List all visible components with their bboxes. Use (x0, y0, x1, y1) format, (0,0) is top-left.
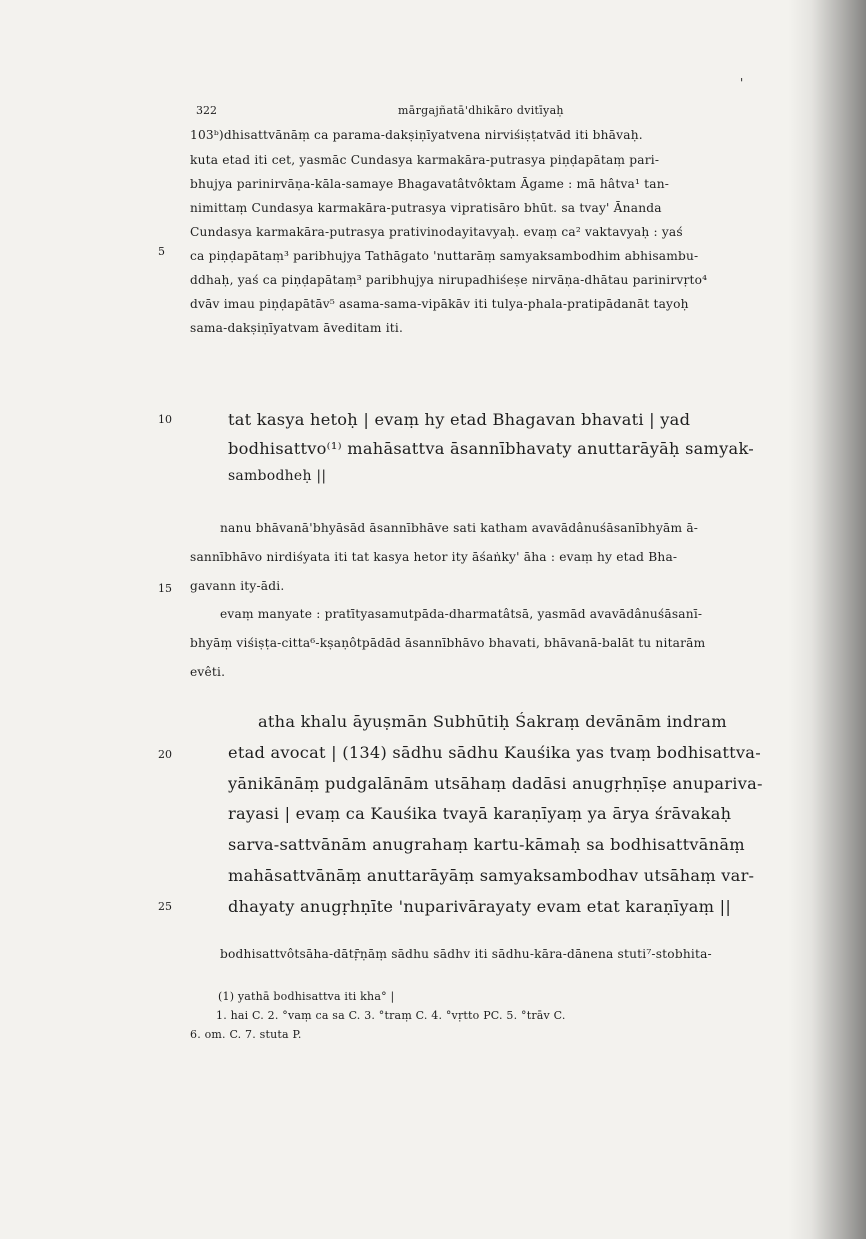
footnote-line: 6. om. C. 7. stuta P. (190, 1028, 302, 1041)
footnote-line: (1) yathā bodhisattva iti kha° | (218, 990, 395, 1003)
text-line: mahāsattvānāṃ anuttarāyāṃ samyaksambodhav utsāhaṃ var- (228, 866, 755, 885)
text-line: ddhaḥ, yaś ca piṇḍapātaṃ³ paribhujya nirupadhiśeṣe nirvāṇa-dhātau parinirvṛto⁴ (190, 273, 708, 287)
text-line: yānikānāṃ pudgalānām utsāhaṃ dadāsi anugṛhṇīṣe anupariva- (228, 774, 763, 793)
line-number-10: 10 (158, 413, 172, 426)
line-number-20: 20 (158, 748, 172, 761)
text-line: rayasi | evaṃ ca Kauśika tvayā karaṇīyaṃ ya ārya śrāvakaḥ (228, 804, 732, 823)
text-line: ca piṇḍapātaṃ³ paribhujya Tathāgato 'nuttarāṃ samyaksambodhim abhisambu- (190, 249, 699, 263)
margin-mark: ' (740, 76, 744, 90)
text-line: dhayaty anugṛhṇīte 'nuparivārayaty evam etat karaṇīyaṃ || (228, 897, 732, 916)
text-line: sannībhāvo nirdiśyata iti tat kasya hetor ity āśaṅky' āha : evaṃ hy etad Bha- (190, 550, 678, 564)
text-line: nanu bhāvanā'bhyāsād āsannībhāve sati katham avavādânuśāsanībhyām ā- (220, 521, 699, 535)
text-line: sambodheḥ || (228, 468, 327, 484)
page-header (196, 104, 786, 122)
running-title: mārgajñatā'dhikāro dvitīyaḥ (398, 104, 564, 117)
text-line: etad avocat | (134) sādhu sādhu Kauśika yas tvaṃ bodhisattva- (228, 743, 761, 762)
text-line: sarva-sattvānām anugrahaṃ kartu-kāmaḥ sa bodhisattvānāṃ (228, 835, 745, 854)
line-number-15: 15 (158, 582, 172, 595)
text-line: tat kasya hetoḥ | evaṃ hy etad Bhagavan bhavati | yad (228, 410, 691, 429)
text-line: evaṃ manyate : pratītyasamutpāda-dharmatâtsā, yasmād avavādânuśāsanī- (220, 607, 703, 621)
line-number-25: 25 (158, 900, 172, 913)
text-line: nimittaṃ Cundasya karmakāra-putrasya vipratisāro bhūt. sa tvay' Ānanda (190, 201, 662, 215)
text-line: bodhisattvôtsāha-dātṝṇāṃ sādhu sādhv iti sādhu-kāra-dānena stuti⁷-stobhita- (220, 947, 712, 961)
text-line: bodhisattvo⁽¹⁾ mahāsattva āsannībhavaty anuttarāyāḥ samyak- (228, 439, 754, 458)
text-line: bhyāṃ viśiṣṭa-citta⁶-kṣaṇôtpādād āsannībhāvo bhavati, bhāvanā-balāt tu nitarām (190, 636, 706, 650)
text-line: Cundasya karmakāra-putrasya prativinodayitavyaḥ. evaṃ ca² vaktavyaḥ : yaś (190, 225, 683, 239)
text-line: sama-dakṣiṇīyatvam āveditam iti. (190, 321, 404, 335)
text-line: kuta etad iti cet, yasmāc Cundasya karmakāra-putrasya piṇḍapātaṃ pari- (190, 153, 660, 167)
line-number-5: 5 (158, 245, 165, 258)
text-line: atha khalu āyuṣmān Subhūtiḥ Śakraṃ devānām indram (258, 712, 727, 731)
text-line: 103ᵇ)dhisattvānāṃ ca parama-dakṣiṇīyatvena nirviśiṣṭatvād iti bhāvaḥ. (190, 128, 643, 142)
text-line: bhujya parinirvāṇa-kāla-samaye Bhagavatâtvôktam Āgame : mā hâtva¹ tan- (190, 177, 670, 191)
text-line: dvāv imau piṇḍapātāv⁵ asama-sama-vipākāv iti tulya-phala-pratipādanāt tayoḥ (190, 297, 689, 311)
page-edge-shadow (788, 0, 866, 1239)
page-number: 322 (196, 104, 217, 117)
text-line: evêti. (190, 665, 226, 679)
footnote-line: 1. hai C. 2. °vaṃ ca sa C. 3. °traṃ C. 4. °vṛtto PC. 5. °trāv C. (216, 1009, 566, 1022)
text-line: gavann ity-ādi. (190, 579, 285, 593)
